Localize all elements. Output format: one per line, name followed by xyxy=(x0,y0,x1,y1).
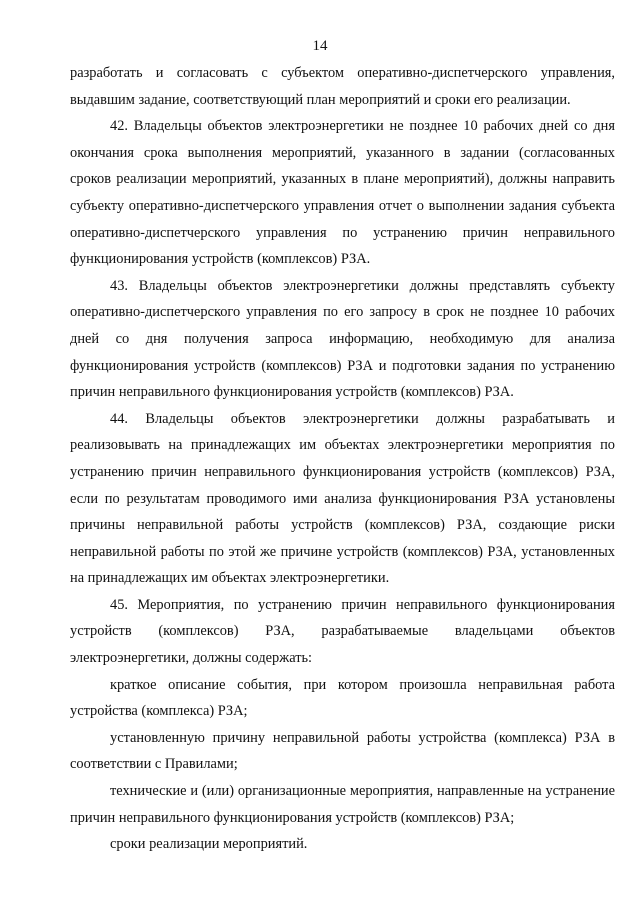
document-body xyxy=(70,60,615,858)
paragraph-45: 45. Мероприятия, по устранению причин неправильного функционирования устройств (комплексов) РЗА, разрабатываемые владельцами объектов электроэнергетики, должны содержать: xyxy=(70,596,615,667)
list-item-deadlines: сроки реализации мероприятий. xyxy=(110,836,308,853)
paragraph-44: 44. Владельцы объектов электроэнергетики должны разрабатывать и реализовывать на принадлежащих им объектах электроэнергетики мероприятия по устранению причин неправильного функционирования устройств (комплексов) РЗА, если по результатам проводимого ими анализа функционирования РЗА установлены причины неправильной работы устройств (комплексов) РЗА, создающие риски неправильной работы по этой же причине устройств (комплексов) РЗА, установленных на принадлежащих им объектах электроэнергетики. xyxy=(70,410,615,587)
list-item-established-cause: установленную причину неправильной работы устройства (комплекса) РЗА в соответствии с Правилами; xyxy=(70,729,615,773)
list-item-event-description: краткое описание события, при котором произошла неправильная работа устройства (комплекса) РЗА; xyxy=(70,676,615,720)
paragraph-43: 43. Владельцы объектов электроэнергетики должны представлять субъекту оперативно-диспетчерского управления по его запросу в срок не позднее 10 рабочих дней со дня получения запроса информацию, необходимую для анализа функционирования устройств (комплексов) РЗА и подготовки задания по устранению причин неправильного функционирования устройств (комплексов) РЗА. xyxy=(70,277,615,401)
paragraph-continuation: разработать и согласовать с субъектом оперативно-диспетчерского управления, выдавшим задание, соответствующий план мероприятий и сроки его реализации. xyxy=(70,65,615,108)
list-item-measures: технические и (или) организационные мероприятия, направленные на устранение причин неправильного функционирования устройств (комплексов) РЗА; xyxy=(70,783,615,826)
paragraph-42: 42. Владельцы объектов электроэнергетики не позднее 10 рабочих дней со дня окончания срока выполнения мероприятий, указанного в задании (согласованных сроков реализации мероприятий, указанных в плане мероприятий), должны направить субъекту оперативно-диспетчерского управления отчет о выполнении задания субъекта оперативно-диспетчерского управления по устранению причин неправильного функционирования устройств (комплексов) РЗА. xyxy=(70,118,615,268)
page-number: 14 xyxy=(312,38,328,54)
